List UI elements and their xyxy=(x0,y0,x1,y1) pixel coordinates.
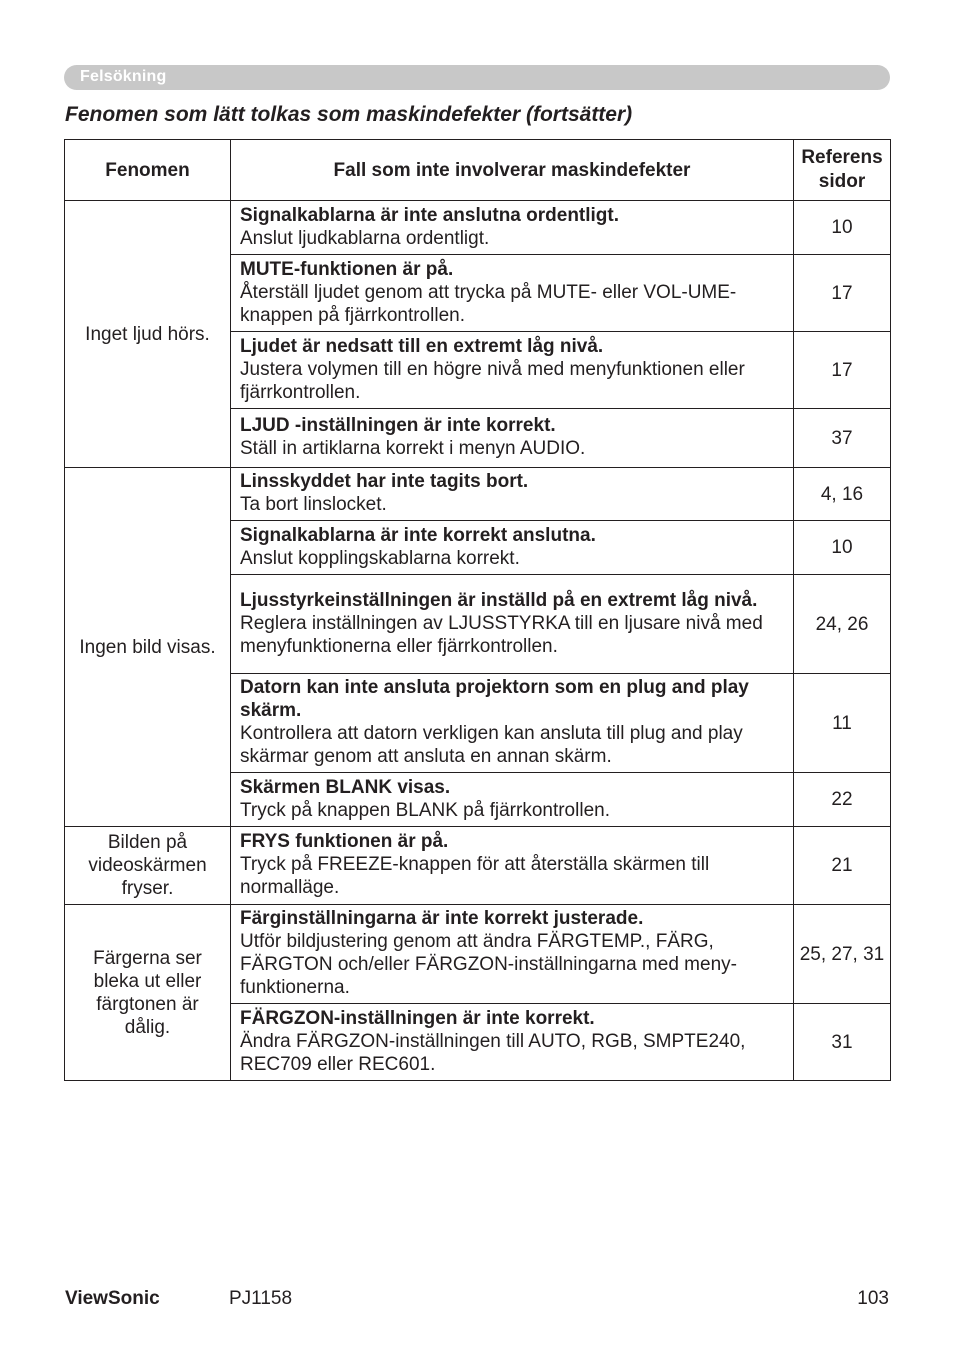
cause-text: Linsskyddet har inte tagits bort. xyxy=(240,471,529,492)
case-cell xyxy=(231,905,794,1004)
remedy-text: Anslut kopplingskablarna korrekt. xyxy=(240,547,520,569)
reference-page-cell: 17 xyxy=(794,255,891,332)
remedy-text: Anslut ljudkablarna ordentligt. xyxy=(240,227,490,249)
case-cell xyxy=(231,773,794,827)
cause-text: Färginställningarna är inte korrekt justerade. xyxy=(240,908,644,929)
case-cell xyxy=(231,674,794,773)
remedy-text: Tryck på FREEZE-knappen för att återställa skärmen till normalläge. xyxy=(240,854,710,898)
cause-text: Skärmen BLANK visas. xyxy=(240,776,451,798)
header-phenomenon: Fenomen xyxy=(65,140,231,201)
reference-page-cell: 10 xyxy=(794,521,891,575)
case-cell xyxy=(231,409,794,468)
cause-text: LJUD -inställningen är inte korrekt. xyxy=(240,415,556,436)
remedy-text: Ställ in artiklarna korrekt i menyn AUDIO. xyxy=(240,438,586,459)
table-row xyxy=(65,201,891,255)
cause-text: Signalkablarna är inte korrekt anslutna. xyxy=(240,524,596,546)
remedy-text: Ta bort linslocket. xyxy=(240,494,387,515)
reference-page-cell: 10 xyxy=(794,201,891,255)
cause-text: FÄRGZON-inställningen är inte korrekt. xyxy=(240,1007,595,1029)
reference-page-cell: 37 xyxy=(794,409,891,468)
case-cell xyxy=(231,1004,794,1081)
section-header-bar xyxy=(64,65,890,90)
footer-brand: ViewSonic xyxy=(65,1288,160,1309)
phenomenon-cell: Inget ljud hörs. xyxy=(65,201,231,468)
remedy-text: Återställ ljudet genom att trycka på MUTE- eller VOL-UME-knappen på fjärrkontrollen. xyxy=(240,281,737,326)
remedy-text: Utför bildjustering genom att ändra FÄRGTEMP., FÄRG, FÄRGTON och/eller FÄRGZON-inställningarna med meny-funktionerna. xyxy=(240,931,737,998)
troubleshooting-table xyxy=(64,139,891,1081)
case-cell xyxy=(231,521,794,575)
header-reference xyxy=(794,140,891,201)
table-row xyxy=(65,468,891,521)
case-cell xyxy=(231,201,794,255)
cause-text: Signalkablarna är inte anslutna ordentligt. xyxy=(240,204,620,226)
table-row xyxy=(65,905,891,1004)
case-cell xyxy=(231,332,794,409)
section-label: Felsökning xyxy=(80,68,167,85)
cause-text: Datorn kan inte ansluta projektorn som en plug and play skärm. xyxy=(240,677,749,721)
remedy-text: Tryck på knappen BLANK på fjärrkontrollen. xyxy=(240,799,610,821)
case-cell xyxy=(231,575,794,674)
footer-model: PJ1158 xyxy=(229,1288,293,1309)
reference-page-cell: 21 xyxy=(794,827,891,905)
header-reference-line1: Referens xyxy=(801,147,883,168)
table-row xyxy=(65,827,891,905)
phenomenon-cell: Färgerna ser bleka ut eller färgtonen är dålig. xyxy=(65,905,231,1081)
header-reference-line2: sidor xyxy=(818,171,866,192)
footer-page-number: 103 xyxy=(857,1288,889,1309)
cause-text: MUTE-funktionen är på. xyxy=(240,258,454,280)
case-cell xyxy=(231,255,794,332)
table-header-row xyxy=(65,140,891,201)
case-cell xyxy=(231,827,794,905)
cause-text: FRYS funktionen är på. xyxy=(240,831,449,852)
case-cell xyxy=(231,468,794,521)
remedy-text: Reglera inställningen av LJUSSTYRKA till en ljusare nivå med menyfunktionerna eller fjärrkontrollen. xyxy=(240,612,763,657)
cause-text: Ljudet är nedsatt till en extremt låg nivå. xyxy=(240,335,604,357)
reference-page-cell: 31 xyxy=(794,1004,891,1081)
reference-page-cell: 11 xyxy=(794,674,891,773)
reference-page-cell: 4, 16 xyxy=(794,468,891,521)
phenomenon-cell: Ingen bild visas. xyxy=(65,468,231,827)
cause-text: Ljusstyrkeinställningen är inställd på en extremt låg nivå. xyxy=(240,589,758,611)
reference-page-cell: 24, 26 xyxy=(794,575,891,674)
remedy-text: Ändra FÄRGZON-inställningen till AUTO, RGB, SMPTE240, REC709 eller REC601. xyxy=(240,1030,746,1075)
remedy-text: Kontrollera att datorn verkligen kan ansluta till plug and play skärmar genom att ansluta en annan skärm. xyxy=(240,723,743,767)
header-case: Fall som inte involverar maskindefekter xyxy=(231,140,794,201)
reference-page-cell: 17 xyxy=(794,332,891,409)
reference-page-cell: 25, 27, 31 xyxy=(794,905,891,1004)
remedy-text: Justera volymen till en högre nivå med menyfunktionen eller fjärrkontrollen. xyxy=(240,358,745,403)
reference-page-cell: 22 xyxy=(794,773,891,827)
page-title: Fenomen som lätt tolkas som maskindefekter (fortsätter) xyxy=(65,103,633,126)
phenomenon-cell: Bilden på videoskärmen fryser. xyxy=(65,827,231,905)
table-body xyxy=(65,201,891,1081)
